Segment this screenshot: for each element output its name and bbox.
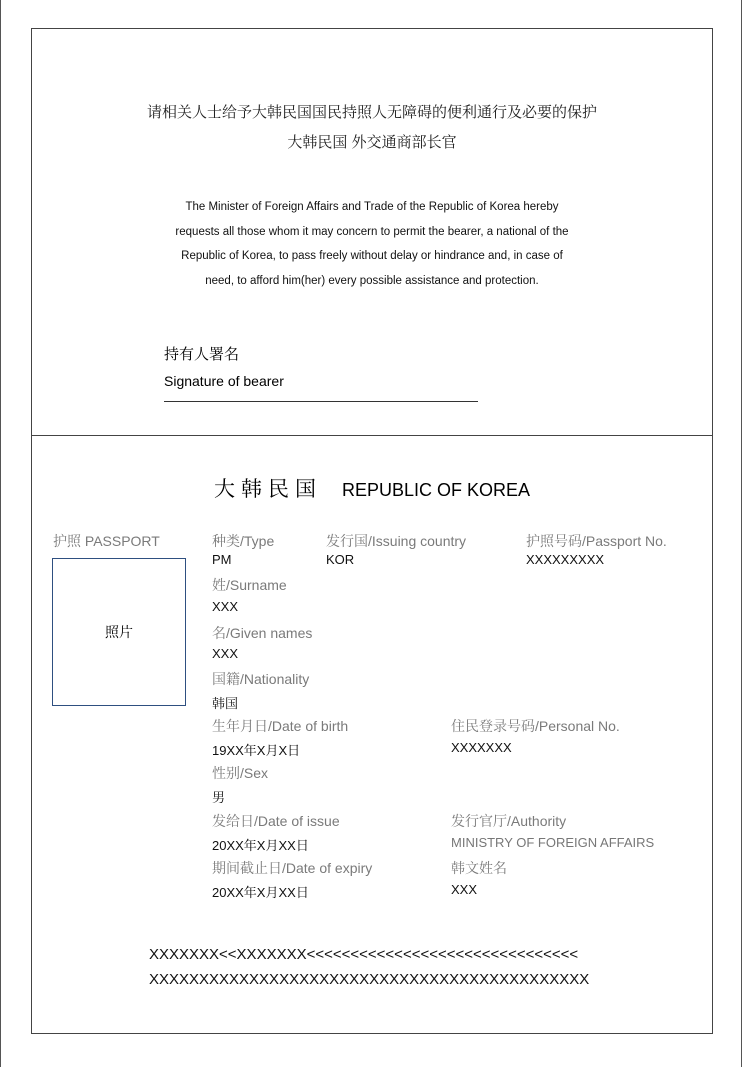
date-of-expiry-label: 期间截止日/Date of expiry [212,860,373,876]
type-label: 种类/Type [212,533,275,549]
date-of-birth-value: 19XX年X月X日 [212,743,301,758]
surname-value: XXX [212,599,239,614]
signature-line [164,401,478,402]
korean-name-value: XXX [451,882,478,897]
english-request-line: requests all those whom it may concern to permit the bearer, a national of the [175,225,569,238]
issuing-country-value: KOR [326,552,355,567]
personal-no-label: 住民登录号码/Personal No. [451,718,620,734]
sex-value: 男 [212,790,226,805]
nationality-value: 韩国 [212,696,239,711]
window-left-edge [0,0,1,1067]
surname-label: 姓/Surname [212,577,287,593]
english-request-line: The Minister of Foreign Affairs and Trade of the Republic of Korea hereby [185,201,559,213]
date-of-issue-value: 20XX年X月XX日 [212,838,309,853]
country-heading [32,473,712,503]
chinese-request-text: 请相关人士给予大韩民国国民持照人无障碍的便利通行及必要的保护 [146,104,597,121]
mrz-line-2: XXXXXXXXXXXXXXXXXXXXXXXXXXXXXXXXXXXXXXXXXXXX [149,971,590,988]
photo-placeholder [52,558,186,706]
mrz-line-1: XXXXXXX<<XXXXXXX<<<<<<<<<<<<<<<<<<<<<<<<<<<<<<< [149,946,579,963]
date-of-issue-label: 发给日/Date of issue [212,813,340,829]
signature-label-cn: 持有人署名 [164,346,240,363]
country-name-en: REPUBLIC OF KOREA [341,480,531,500]
english-request-line: Republic of Korea, to pass freely without delay or hindrance and, in case of [181,250,563,262]
authority-value: MINISTRY OF FOREIGN AFFAIRS [451,835,655,850]
photo-label: 照片 [105,624,133,640]
given-names-value: XXX [212,646,239,661]
english-request-paragraph [32,195,712,293]
date-of-expiry-value: 20XX年X月XX日 [212,885,309,900]
passport-document [31,28,713,1034]
window-right-edge [741,0,742,1067]
passport-no-value: XXXXXXXXX [526,552,605,567]
page-divider [32,435,712,436]
english-request-line: need, to afford him(her) every possible assistance and protection. [205,274,539,287]
korean-name-label: 韩文姓名 [451,860,507,876]
personal-no-value: XXXXXXX [451,740,512,755]
sex-label: 性别/Sex [212,765,269,781]
chinese-official-text: 大韩民国 外交通商部长官 [287,134,457,151]
type-value: PM [212,552,232,567]
passport-label: 护照 PASSPORT [53,533,160,549]
authority-label: 发行官厅/Authority [451,813,567,829]
nationality-label: 国籍/Nationality [212,671,310,687]
passport-no-label: 护照号码/Passport No. [526,533,667,549]
issuing-country-label: 发行国/Issuing country [326,533,467,549]
signature-label-en: Signature of bearer [164,373,284,389]
country-name-cn: 大韩民国 [213,478,322,501]
given-names-label: 名/Given names [212,625,313,641]
date-of-birth-label: 生年月日/Date of birth [212,718,349,734]
